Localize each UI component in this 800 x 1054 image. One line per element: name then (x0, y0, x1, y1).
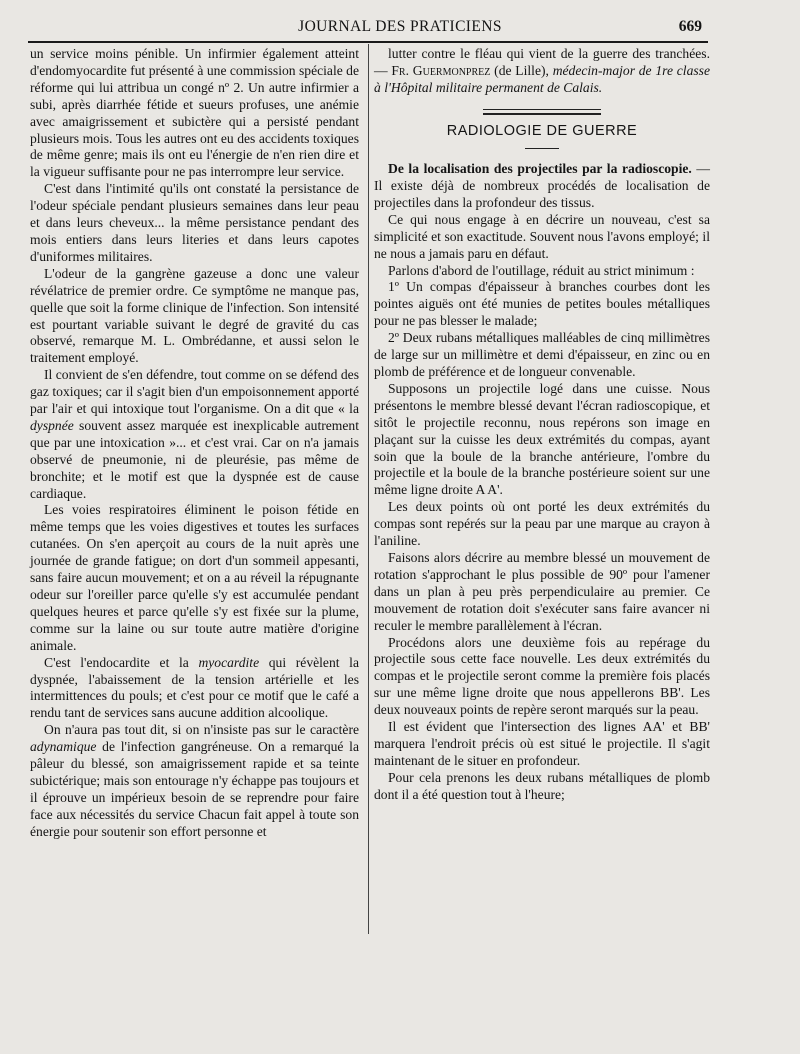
author-role: médecin-major de 1re classe à l'Hôpital militaire permanent de Calais. (374, 62, 710, 95)
section-heading: RADIOLOGIE DE GUERRE (446, 122, 638, 139)
heading-underline (525, 148, 559, 150)
author-name: Fr. Guermonprez (391, 62, 491, 78)
page-number: 669 (678, 18, 702, 35)
paragraph: Pour cela prenons les deux rubans métalliques de plomb dont il a été question tout à l'heure; (374, 769, 710, 802)
paragraph: un service moins pénible. Un infirmier également atteint d'endomyocardite fut présenté à une commission spéciale de réforme qui lui attribua un congé nº 2. Un autre infirmier a subi, après diarrhée fétide et sueurs profuses, une anémie avec amaigrissement et subictère qui a persisté pendant plusieurs mois. Tous les autres ont eu des accidents toxiques de même genre; mais ils ont eu l'énergie de n'en rien dire et la vigueur suffisante pour ne pas interrompre leur service. (30, 46, 359, 180)
paragraph (30, 655, 359, 723)
text-run: souvent assez marquée est inexplicable autrement que par une intoxication »... et c'est vrai. Car on n'a jamais observé de pneumonie, ni de pleurésie, pas même de bronchite; et le motif est que la dyspnée est de cause cardiaque. (30, 417, 359, 501)
paragraph: Faisons alors décrire au membre blessé un mouvement de rotation s'approchant le plus possible de 90º pour l'amener dans un plan à peu près perpendiculaire au premier. Ce mouvement de rotation doit s'exécuter sans faire avancer ni reculer le membre parallèlement à l'écran. (374, 549, 710, 633)
paragraph: Ce qui nous engage à en décrire un nouveau, c'est sa simplicité et son exactitude. Souvent nous l'avons employé; il ne nous a jamais paru en défaut. (374, 211, 710, 261)
paragraph: Il est évident que l'intersection des lignes AA' et BB' marquera l'endroit précis où est situé le projectile. Il s'agit maintenant de le situer en profondeur. (374, 719, 710, 768)
paragraph: C'est dans l'intimité qu'ils ont constaté la persistance de l'odeur spéciale pendant plusieurs semaines dans leur peau et dans leurs cheveux... la même persistance pendant des mois entiers dans leurs literies et dans leurs capotes d'uniformes militaires. (30, 181, 359, 264)
text-run: lutter contre le fléau qui vient de la guerre des tranchées. — (374, 46, 710, 78)
text-run: C'est l'endocardite et la (44, 654, 199, 670)
text-run: (de Lille), (490, 62, 553, 78)
text-run: On n'aura pas tout dit, si on n'insiste pas sur le caractère (44, 722, 359, 738)
paragraph: Procédons alors une deuxième fois au repérage du projectile sous cette face nouvelle. Les deux extrémités du compas et le projectile seront comme la première fois placés sur une même ligne droite que nous appellerons BB'. Les deux nouveaux points de repère seront marqués sur la peau. (374, 634, 710, 718)
column-divider (368, 44, 369, 934)
left-column (30, 46, 359, 841)
running-head: JOURNAL DES PRATICIENS (298, 18, 502, 35)
header-rule (28, 41, 708, 43)
paragraph: Les deux points où ont porté les deux extrémités du compas sont repérés sur la peau par une marque au crayon à l'aniline. (374, 499, 710, 549)
paragraph (30, 367, 359, 502)
right-column (374, 46, 710, 804)
italic-term: adynamique (30, 739, 97, 755)
section-rule (483, 113, 601, 115)
text-run: qui révèlent la dyspnée, l'abaissement de la tension artérielle et les intermittences du pouls; et c'est pour ce motif que le café a rendu tant de services sans aucune addition alcoolique. (30, 654, 359, 721)
paragraph: L'odeur de la gangrène gazeuse a donc une valeur révélatrice de premier ordre. Ce symptôme ne manque pas, quelle que soit la forme clinique de l'infection. Son intensité est pourtant variable suivant le degré de gravité du cas observé, remarque M. L. Ombrédanne, et aussi selon le traitement employé. (30, 265, 359, 366)
paragraph (374, 46, 710, 97)
paragraph: Parlons d'abord de l'outillage, réduit au strict minimum : (388, 262, 695, 278)
text-run: de l'infection gangréneuse. On a remarqué la pâleur du blessé, son amaigrissement rapide et sa teinte subictérique; mais son entourage n'y échappe pas toujours et il éprouve un impérieux besoin de se reprendre pour faire face aux nécessités du service Chacun fait appel à toute son énergie pour soutenir son effort personne et (30, 739, 359, 839)
paragraph (374, 161, 710, 212)
text-run: — Il existe déjà de nombreux procédés de localisation de projectiles dans la profondeur des tissus. (374, 161, 710, 210)
paragraph: Supposons un projectile logé dans une cuisse. Nous présentons le membre blessé devant l'écran radioscopique, et sitôt le projectile reconnu, nous repérons son image en plaçant sur la cuisse les deux extrémités du compas, ayant soin que la boule de la branche antérieure, l'ombre du projectile et la boule de la branche postérieure soient sur une même ligne droite A A'. (374, 380, 710, 498)
article-title: De la localisation des projectiles par la radioscopie. (388, 161, 692, 177)
paragraph: 1º Un compas d'épaisseur à branches courbes dont les pointes aiguës ont été munies de petites boules métalliques pour ne pas blesser le malade; (374, 279, 710, 329)
text-run: Il convient de s'en défendre, tout comme on se défend des gaz toxiques; car il s'agit bien d'un empoisonnement apporté par l'air et qui intoxique tout l'organisme. On a dit que « la (30, 367, 359, 417)
italic-term: dyspnée (30, 417, 74, 433)
paragraph: Les voies respiratoires éliminent le poison fétide en même temps que les voies digestives et toutes les surfaces cutanées. On s'en aperçoit au cours de la nuit après une journée de grande fatigue; on dort d'un sommeil appesanti, sans faire aucun mouvement; et on a au réveil la répugnante odeur sur l'oreiller parce qu'elle s'y est accumulée pendant quelques heures et parce qu'elle s'y est fixée sur la plume, comme sur la laine ou sur toute autre matière d'origine animale. (30, 502, 359, 653)
paragraph: 2º Deux rubans métalliques malléables de cinq millimètres de large sur un millimètre et demi d'épaisseur, en zinc ou en plomb de préférence et de longueur convenable. (374, 330, 710, 379)
paragraph (30, 722, 359, 840)
italic-term: myocardite (198, 654, 260, 670)
